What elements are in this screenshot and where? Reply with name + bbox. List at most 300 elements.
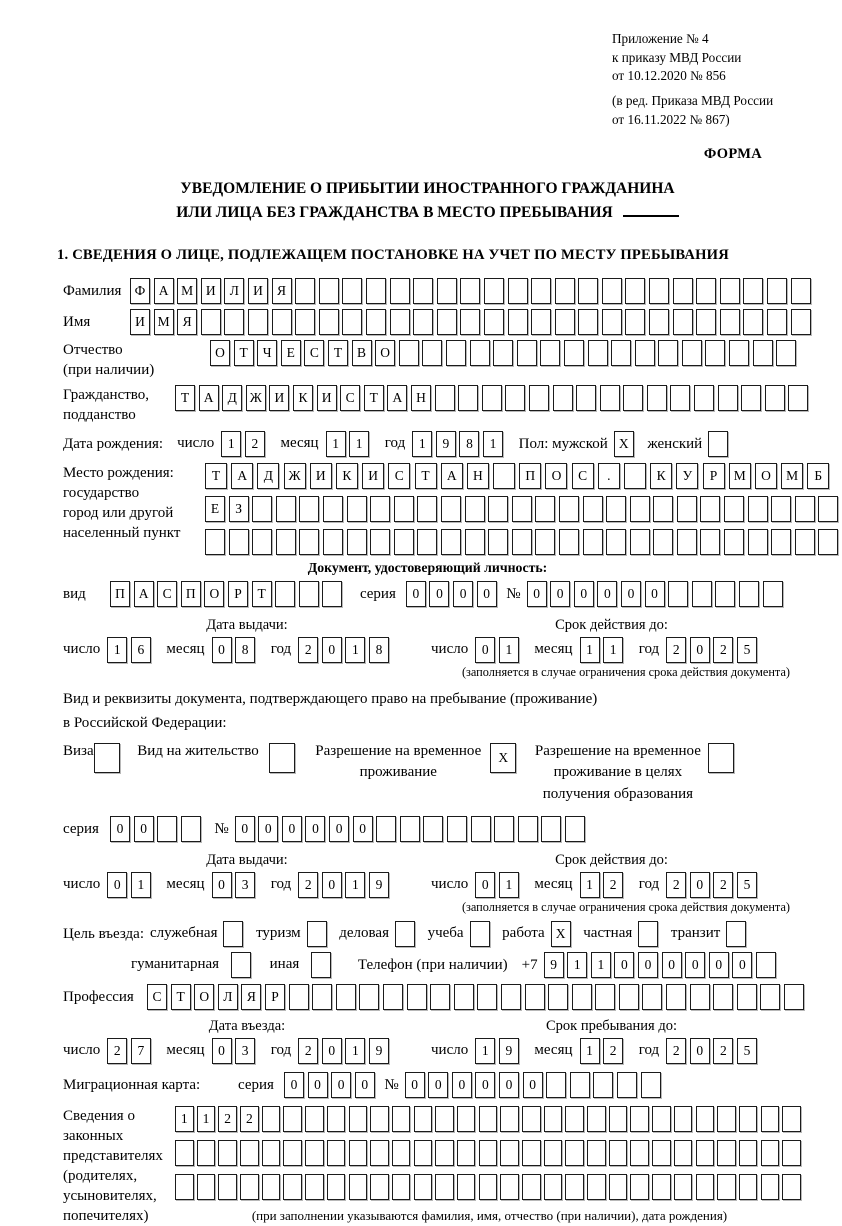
char-cell[interactable] [708,743,734,773]
char-cell[interactable]: 0 [212,872,232,898]
char-cell[interactable] [488,529,508,555]
char-cell[interactable] [347,529,367,555]
char-cell[interactable]: О [210,340,230,366]
char-cell[interactable]: 0 [475,1072,495,1098]
char-cell[interactable] [677,529,697,555]
char-cell[interactable]: Е [205,496,225,522]
char-cell[interactable]: Т [415,463,437,489]
char-cell[interactable]: 0 [322,1038,342,1064]
char-cell[interactable]: 9 [544,952,564,978]
char-cell[interactable] [522,1174,541,1200]
char-cell[interactable] [465,529,485,555]
char-cell[interactable]: 0 [690,872,710,898]
char-cell[interactable] [700,529,720,555]
char-cell[interactable] [670,385,690,411]
char-cell[interactable] [414,1140,433,1166]
char-cell[interactable] [673,309,693,335]
char-cell[interactable]: 0 [134,816,154,842]
char-cell[interactable] [248,309,268,335]
char-cell[interactable] [305,1106,324,1132]
char-cell[interactable]: 0 [690,637,710,663]
char-cell[interactable]: 0 [110,816,130,842]
entry-month-cells[interactable] [212,1038,259,1064]
char-cell[interactable]: Б [807,463,829,489]
char-cell[interactable] [642,984,662,1010]
char-cell[interactable]: 0 [282,816,302,842]
char-cell[interactable] [319,309,339,335]
char-cell[interactable] [717,1174,736,1200]
char-cell[interactable]: 0 [475,637,495,663]
iddoc-series-cells[interactable] [406,581,500,607]
char-cell[interactable] [682,340,702,366]
char-cell[interactable] [390,278,410,304]
char-cell[interactable] [553,385,573,411]
char-cell[interactable] [522,1106,541,1132]
char-cell[interactable]: Р [703,463,725,489]
char-cell[interactable] [818,496,838,522]
char-cell[interactable]: Я [177,309,197,335]
char-cell[interactable]: К [650,463,672,489]
char-cell[interactable]: С [572,463,594,489]
char-cell[interactable] [392,1106,411,1132]
char-cell[interactable] [370,1174,389,1200]
char-cell[interactable]: С [157,581,177,607]
char-cell[interactable] [595,984,615,1010]
char-cell[interactable] [500,1174,519,1200]
char-cell[interactable] [544,1106,563,1132]
char-cell[interactable] [446,340,466,366]
char-cell[interactable] [696,1106,715,1132]
char-cell[interactable]: 0 [258,816,278,842]
resdoc-issue-day-cells[interactable] [107,872,154,898]
char-cell[interactable] [201,309,221,335]
char-cell[interactable] [718,385,738,411]
char-cell[interactable]: 1 [131,872,151,898]
char-cell[interactable]: Т [364,385,384,411]
char-cell[interactable] [394,496,414,522]
char-cell[interactable] [322,581,342,607]
temp-residence-checkbox[interactable] [490,743,520,773]
char-cell[interactable] [782,1106,801,1132]
char-cell[interactable] [696,1174,715,1200]
char-cell[interactable] [630,1140,649,1166]
char-cell[interactable] [457,1106,476,1132]
char-cell[interactable] [435,1106,454,1132]
char-cell[interactable] [471,816,491,842]
char-cell[interactable] [319,278,339,304]
char-cell[interactable] [441,529,461,555]
char-cell[interactable] [500,1106,519,1132]
char-cell[interactable]: 1 [412,431,432,457]
char-cell[interactable]: X [551,921,571,947]
char-cell[interactable] [791,278,811,304]
char-cell[interactable] [479,1140,498,1166]
char-cell[interactable] [531,309,551,335]
char-cell[interactable] [414,1106,433,1132]
char-cell[interactable] [782,1140,801,1166]
char-cell[interactable] [224,309,244,335]
char-cell[interactable] [611,340,631,366]
char-cell[interactable] [666,984,686,1010]
char-cell[interactable] [417,496,437,522]
char-cell[interactable] [252,529,272,555]
iddoc-issue-day-cells[interactable] [107,637,154,663]
char-cell[interactable] [383,984,403,1010]
visa-checkbox[interactable] [94,743,124,773]
char-cell[interactable] [395,921,415,947]
char-cell[interactable] [609,1174,628,1200]
char-cell[interactable] [587,1140,606,1166]
char-cell[interactable]: 0 [597,581,617,607]
char-cell[interactable] [508,278,528,304]
char-cell[interactable] [576,385,596,411]
char-cell[interactable] [559,529,579,555]
char-cell[interactable]: А [387,385,407,411]
char-cell[interactable] [175,1174,194,1200]
resdoc-expiry-month-cells[interactable] [580,872,627,898]
stay-day-cells[interactable] [475,1038,522,1064]
char-cell[interactable]: А [231,463,253,489]
char-cell[interactable] [565,1140,584,1166]
char-cell[interactable] [564,340,584,366]
char-cell[interactable]: Е [281,340,301,366]
char-cell[interactable] [609,1140,628,1166]
char-cell[interactable] [512,496,532,522]
char-cell[interactable] [276,529,296,555]
char-cell[interactable]: И [201,278,221,304]
resdoc-series-cells[interactable] [110,816,204,842]
char-cell[interactable]: 2 [107,1038,127,1064]
char-cell[interactable] [674,1140,693,1166]
char-cell[interactable]: 0 [523,1072,543,1098]
char-cell[interactable]: 5 [737,1038,757,1064]
char-cell[interactable] [765,385,785,411]
char-cell[interactable]: 0 [428,1072,448,1098]
char-cell[interactable]: 7 [131,1038,151,1064]
stay-month-cells[interactable] [580,1038,627,1064]
char-cell[interactable] [437,309,457,335]
char-cell[interactable] [535,529,555,555]
char-cell[interactable] [435,1140,454,1166]
char-cell[interactable] [392,1174,411,1200]
purpose-option-checkbox[interactable] [395,921,419,947]
char-cell[interactable]: Л [224,278,244,304]
char-cell[interactable] [588,340,608,366]
char-cell[interactable] [370,496,390,522]
char-cell[interactable] [724,496,744,522]
char-cell[interactable] [327,1140,346,1166]
char-cell[interactable] [795,496,815,522]
char-cell[interactable]: С [388,463,410,489]
char-cell[interactable] [544,1174,563,1200]
char-cell[interactable]: А [154,278,174,304]
char-cell[interactable] [311,952,331,978]
char-cell[interactable] [484,278,504,304]
char-cell[interactable] [818,529,838,555]
char-cell[interactable] [548,984,568,1010]
char-cell[interactable]: И [248,278,268,304]
char-cell[interactable]: С [304,340,324,366]
char-cell[interactable] [743,278,763,304]
char-cell[interactable]: 0 [235,816,255,842]
char-cell[interactable]: Ж [246,385,266,411]
char-cell[interactable] [454,984,474,1010]
entry-day-cells[interactable] [107,1038,154,1064]
char-cell[interactable] [231,952,251,978]
char-cell[interactable] [441,496,461,522]
char-cell[interactable]: 0 [475,872,495,898]
purpose-option-checkbox[interactable] [223,921,247,947]
char-cell[interactable]: 1 [175,1106,194,1132]
char-cell[interactable] [692,581,712,607]
sex-male-checkbox[interactable] [614,431,638,457]
char-cell[interactable] [795,529,815,555]
char-cell[interactable] [677,496,697,522]
char-cell[interactable] [305,1140,324,1166]
birth-year-cells[interactable] [412,431,506,457]
char-cell[interactable] [653,529,673,555]
char-cell[interactable]: 2 [713,872,733,898]
char-cell[interactable] [674,1174,693,1200]
char-cell[interactable]: Л [218,984,238,1010]
char-cell[interactable] [788,385,808,411]
char-cell[interactable]: 9 [436,431,456,457]
char-cell[interactable]: 2 [298,637,318,663]
char-cell[interactable]: З [229,496,249,522]
sex-female-checkbox[interactable] [708,431,732,457]
char-cell[interactable] [700,496,720,522]
char-cell[interactable]: 0 [499,1072,519,1098]
char-cell[interactable]: 0 [107,872,127,898]
char-cell[interactable] [619,984,639,1010]
profession-cells[interactable] [147,984,808,1010]
char-cell[interactable]: 9 [369,1038,389,1064]
char-cell[interactable] [349,1174,368,1200]
surname-cells[interactable] [130,278,814,304]
iddoc-issue-month-cells[interactable] [212,637,259,663]
char-cell[interactable]: 9 [499,1038,519,1064]
char-cell[interactable] [559,496,579,522]
char-cell[interactable] [593,1072,613,1098]
char-cell[interactable] [327,1106,346,1132]
char-cell[interactable] [494,816,514,842]
char-cell[interactable] [767,309,787,335]
char-cell[interactable] [784,984,804,1010]
char-cell[interactable] [696,309,716,335]
char-cell[interactable]: О [545,463,567,489]
char-cell[interactable] [252,496,272,522]
char-cell[interactable]: 0 [353,816,373,842]
char-cell[interactable]: М [154,309,174,335]
char-cell[interactable] [323,496,343,522]
char-cell[interactable]: 1 [345,1038,365,1064]
char-cell[interactable] [413,309,433,335]
char-cell[interactable] [653,496,673,522]
char-cell[interactable]: 2 [298,1038,318,1064]
char-cell[interactable] [658,340,678,366]
char-cell[interactable]: Н [467,463,489,489]
resdoc-expiry-year-cells[interactable] [666,872,760,898]
char-cell[interactable]: 0 [429,581,449,607]
char-cell[interactable]: 0 [638,952,658,978]
char-cell[interactable] [652,1174,671,1200]
char-cell[interactable]: 1 [580,872,600,898]
char-cell[interactable]: 9 [369,872,389,898]
char-cell[interactable]: 0 [355,1072,375,1098]
char-cell[interactable]: 1 [345,872,365,898]
char-cell[interactable]: 2 [603,1038,623,1064]
char-cell[interactable]: О [755,463,777,489]
char-cell[interactable]: М [781,463,803,489]
char-cell[interactable] [518,816,538,842]
char-cell[interactable] [529,385,549,411]
iddoc-expiry-year-cells[interactable] [666,637,760,663]
char-cell[interactable] [423,816,443,842]
char-cell[interactable] [647,385,667,411]
char-cell[interactable]: 1 [221,431,241,457]
birth-month-cells[interactable] [326,431,373,457]
char-cell[interactable]: П [519,463,541,489]
char-cell[interactable] [638,921,658,947]
char-cell[interactable] [649,278,669,304]
char-cell[interactable] [460,278,480,304]
char-cell[interactable]: 2 [218,1106,237,1132]
char-cell[interactable] [624,463,646,489]
representatives-cells-line1[interactable] [175,1106,804,1132]
char-cell[interactable] [674,1106,693,1132]
char-cell[interactable]: М [729,463,751,489]
char-cell[interactable] [312,984,332,1010]
char-cell[interactable] [376,816,396,842]
char-cell[interactable] [295,309,315,335]
char-cell[interactable]: Д [222,385,242,411]
char-cell[interactable]: 0 [709,952,729,978]
char-cell[interactable]: 0 [322,872,342,898]
char-cell[interactable] [347,496,367,522]
char-cell[interactable]: 0 [212,637,232,663]
char-cell[interactable]: И [362,463,384,489]
char-cell[interactable] [652,1140,671,1166]
purpose-option-checkbox[interactable] [551,921,575,947]
char-cell[interactable] [583,496,603,522]
char-cell[interactable] [724,529,744,555]
resdoc-expiry-day-cells[interactable] [475,872,522,898]
char-cell[interactable]: X [490,743,516,773]
char-cell[interactable] [501,984,521,1010]
char-cell[interactable] [726,921,746,947]
char-cell[interactable]: Р [265,984,285,1010]
char-cell[interactable] [630,1106,649,1132]
char-cell[interactable]: 0 [645,581,665,607]
char-cell[interactable] [761,1106,780,1132]
char-cell[interactable]: Н [411,385,431,411]
char-cell[interactable]: К [293,385,313,411]
char-cell[interactable] [623,385,643,411]
char-cell[interactable] [635,340,655,366]
char-cell[interactable] [342,278,362,304]
char-cell[interactable]: Т [171,984,191,1010]
char-cell[interactable] [522,1140,541,1166]
migcard-number-cells[interactable] [405,1072,665,1098]
iddoc-expiry-month-cells[interactable] [580,637,627,663]
phone-cells[interactable] [544,952,780,978]
char-cell[interactable] [771,529,791,555]
char-cell[interactable]: 1 [349,431,369,457]
char-cell[interactable] [370,529,390,555]
char-cell[interactable] [276,496,296,522]
char-cell[interactable]: 0 [621,581,641,607]
birthplace-cells-line1[interactable] [205,463,842,489]
resdoc-issue-month-cells[interactable] [212,872,259,898]
char-cell[interactable] [540,340,560,366]
char-cell[interactable]: Т [252,581,272,607]
char-cell[interactable]: О [375,340,395,366]
char-cell[interactable] [262,1140,281,1166]
char-cell[interactable] [305,1174,324,1200]
char-cell[interactable]: С [147,984,167,1010]
char-cell[interactable] [748,529,768,555]
char-cell[interactable]: П [181,581,201,607]
char-cell[interactable] [717,1140,736,1166]
char-cell[interactable]: 1 [499,872,519,898]
char-cell[interactable] [484,309,504,335]
char-cell[interactable] [737,984,757,1010]
char-cell[interactable] [578,278,598,304]
char-cell[interactable] [500,1140,519,1166]
char-cell[interactable] [218,1174,237,1200]
char-cell[interactable]: 0 [732,952,752,978]
char-cell[interactable] [307,921,327,947]
char-cell[interactable]: 1 [345,637,365,663]
char-cell[interactable]: 0 [212,1038,232,1064]
iddoc-expiry-day-cells[interactable] [475,637,522,663]
char-cell[interactable] [555,278,575,304]
char-cell[interactable] [791,309,811,335]
char-cell[interactable] [400,816,420,842]
char-cell[interactable] [370,1106,389,1132]
char-cell[interactable] [392,1140,411,1166]
char-cell[interactable] [694,385,714,411]
char-cell[interactable] [617,1072,637,1098]
char-cell[interactable] [578,309,598,335]
char-cell[interactable] [739,1174,758,1200]
char-cell[interactable]: 2 [713,1038,733,1064]
char-cell[interactable]: 8 [235,637,255,663]
char-cell[interactable] [197,1174,216,1200]
char-cell[interactable] [565,1174,584,1200]
char-cell[interactable] [763,581,783,607]
char-cell[interactable]: 6 [131,637,151,663]
char-cell[interactable] [761,1140,780,1166]
char-cell[interactable]: Т [205,463,227,489]
char-cell[interactable]: 2 [245,431,265,457]
iddoc-number-cells[interactable] [527,581,787,607]
char-cell[interactable]: X [614,431,634,457]
char-cell[interactable] [531,278,551,304]
char-cell[interactable] [761,1174,780,1200]
char-cell[interactable] [342,309,362,335]
char-cell[interactable] [544,1140,563,1166]
char-cell[interactable] [729,340,749,366]
char-cell[interactable]: 0 [452,1072,472,1098]
char-cell[interactable] [713,984,733,1010]
char-cell[interactable] [505,385,525,411]
residence-permit-checkbox[interactable] [269,743,299,773]
char-cell[interactable] [673,278,693,304]
char-cell[interactable] [283,1174,302,1200]
char-cell[interactable] [546,1072,566,1098]
char-cell[interactable]: А [199,385,219,411]
